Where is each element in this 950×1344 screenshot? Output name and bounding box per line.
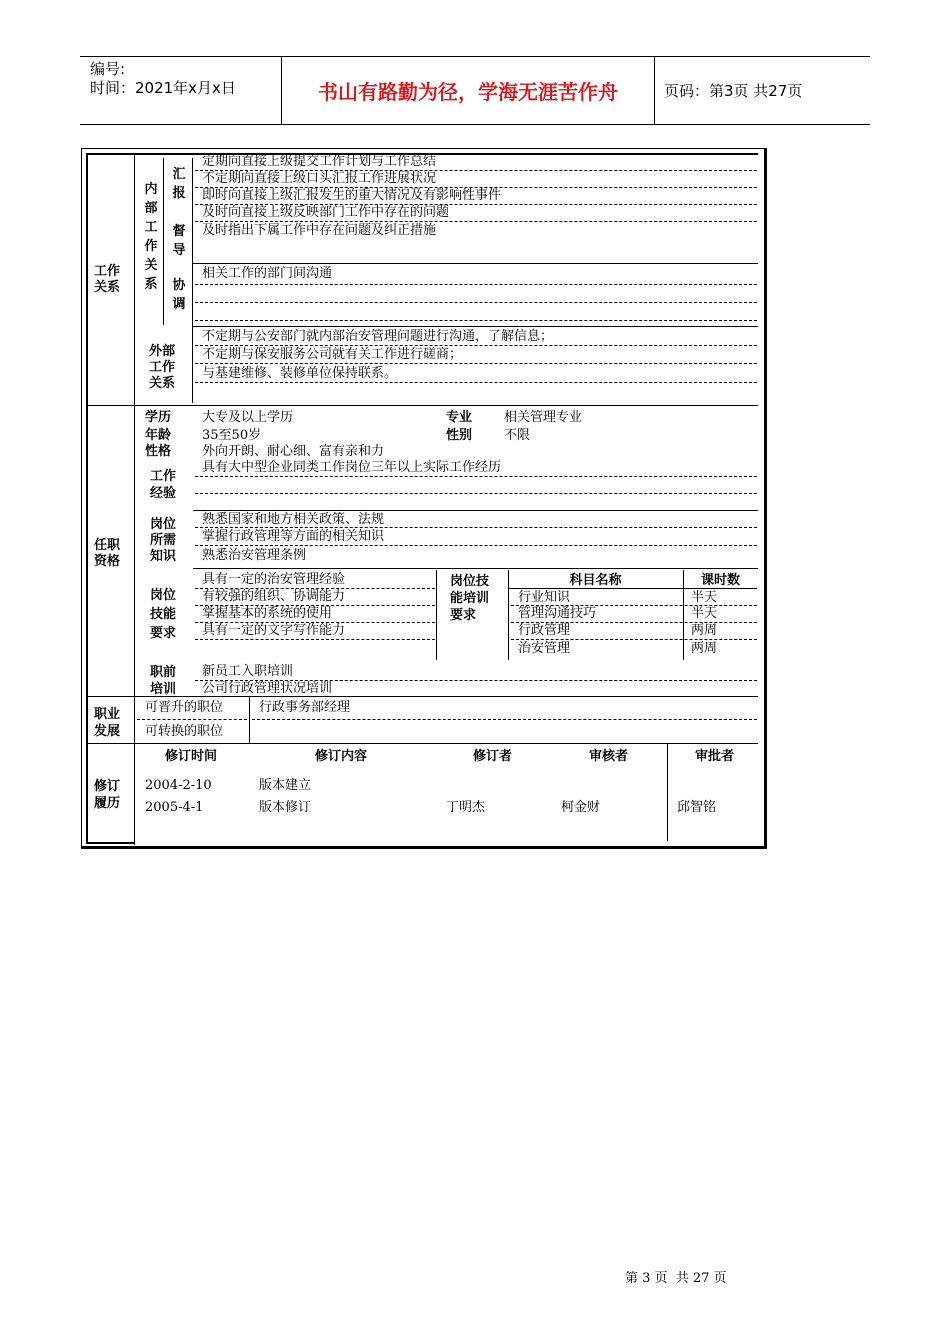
fill-line <box>195 588 435 589</box>
revision-approver: 邱智铭 <box>677 800 717 815</box>
section-divider <box>86 743 758 744</box>
coordinate-line: 相关工作的部门间沟通 <box>202 266 333 281</box>
revision-header-content: 修订内容 <box>315 749 368 764</box>
external-line: 不定期与保安服务公司就有关工作进行磋商； <box>202 347 463 362</box>
supervise-label: 督导 <box>172 224 186 258</box>
training-hours: 半天 <box>691 606 718 621</box>
revision-header-reviewer: 审核者 <box>589 749 629 764</box>
revision-time: 2005-4-1 <box>145 800 204 815</box>
fill-line <box>195 382 757 383</box>
skill-line: 掌握基本的系统的使用 <box>202 606 333 621</box>
training-req-label: 岗位技能培训要求 <box>450 574 490 623</box>
fill-line <box>195 622 435 623</box>
revision-reviser: 丁明杰 <box>446 800 486 815</box>
fill-line <box>137 719 247 720</box>
revision-reviewer: 柯金财 <box>561 800 601 815</box>
training-subject: 治安管理 <box>518 641 571 656</box>
fill-line <box>195 204 757 205</box>
fill-line <box>195 187 757 188</box>
gender-value: 不限 <box>504 428 531 443</box>
report-line: 定期向直接上级提交工作计划与工作总结 <box>202 154 437 169</box>
age-value: 35至50岁 <box>202 428 262 443</box>
fill-line <box>511 622 757 623</box>
row-divider <box>193 326 758 327</box>
revision-header-reviser: 修订者 <box>473 749 513 764</box>
revision-content: 版本修订 <box>259 800 312 815</box>
preservice-line: 新员工入职培训 <box>202 664 294 679</box>
subcategory-divider <box>192 158 193 403</box>
revision-divider <box>667 744 668 841</box>
training-hours: 两周 <box>691 623 718 638</box>
external-line: 与基建维修、装修单位保持联系。 <box>202 366 398 381</box>
knowledge-label: 岗位所需知识 <box>150 517 177 564</box>
revision-content: 版本建立 <box>259 778 312 793</box>
fill-line <box>195 493 757 494</box>
revision-label: 修订履历 <box>94 779 121 811</box>
education-value: 大专及以上学历 <box>202 410 294 425</box>
internal-divider <box>163 158 164 325</box>
revision-header-time: 修订时间 <box>165 749 218 764</box>
fill-line <box>195 320 757 321</box>
row-divider <box>193 263 758 264</box>
document-number-label: 编号: <box>90 60 126 78</box>
fill-line <box>195 680 757 681</box>
fill-line <box>195 345 757 346</box>
fill-line <box>195 527 757 528</box>
knowledge-line: 熟悉治安管理条例 <box>202 548 307 563</box>
external-relations-label: 外部工作关系 <box>149 344 176 391</box>
report-label: 汇报 <box>172 167 186 201</box>
age-label: 年龄 <box>145 428 172 443</box>
page-footer: 第 3 页 共 27 页 <box>625 1271 727 1286</box>
header-bottom-rule <box>80 124 870 125</box>
gender-label: 性别 <box>446 428 473 443</box>
promote-label: 可晋升的职位 <box>145 700 224 715</box>
qualifications-label: 任职资格 <box>94 538 121 569</box>
personality-label: 性格 <box>145 444 172 459</box>
row-divider <box>193 510 758 511</box>
training-subject: 管理沟通技巧 <box>518 606 597 621</box>
fill-line <box>195 284 757 285</box>
fill-line <box>195 221 757 222</box>
career-label: 职业发展 <box>94 707 121 739</box>
fill-line <box>195 476 757 477</box>
personality-value: 外向开朗、耐心细、富有亲和力 <box>202 444 385 459</box>
education-label: 学历 <box>145 410 172 425</box>
fill-line <box>252 719 757 720</box>
experience-label: 工作经验 <box>150 469 177 501</box>
training-subject: 行政管理 <box>518 623 571 638</box>
fill-line <box>511 639 757 640</box>
knowledge-line: 熟悉国家和地方相关政策、法规 <box>202 512 385 527</box>
training-subject: 行业知识 <box>518 590 571 605</box>
supervise-line: 及时指出下属工作中存在问题及纠正措施 <box>202 223 437 238</box>
training-hours: 两周 <box>691 641 718 656</box>
fill-line <box>195 605 435 606</box>
skill-line: 具有一定的治安管理经验 <box>202 572 346 587</box>
experience-value: 具有大中型企业同类工作岗位三年以上实际工作经历 <box>202 460 502 475</box>
document-time-label: 时间：2021年x月x日 <box>90 79 236 97</box>
major-label: 专业 <box>446 410 473 425</box>
skill-line: 具有一定的文字写作能力 <box>202 623 346 638</box>
skill-line: 有较强的组织、协调能力 <box>202 589 346 604</box>
section-divider <box>86 696 758 697</box>
fill-line <box>195 363 757 364</box>
revision-time: 2004-2-10 <box>145 778 212 793</box>
header-motto: 书山有路勤为径，学海无涯苦作舟 <box>318 80 618 104</box>
external-line: 不定期与公安部门就内部治安管理问题进行沟通，了解信息； <box>202 329 554 344</box>
report-line: 及时向直接上级反映部门工作中存在的问题 <box>202 205 450 220</box>
fill-line <box>195 545 757 546</box>
header-top-rule <box>80 56 870 57</box>
header-page-label: 页码：第3页 共27页 <box>664 82 803 100</box>
fill-line <box>195 170 757 171</box>
major-value: 相关管理专业 <box>504 410 583 425</box>
transfer-label: 可转换的职位 <box>145 724 224 739</box>
promote-value: 行政事务部经理 <box>259 700 351 715</box>
training-divider <box>436 570 437 660</box>
fill-line <box>195 639 435 640</box>
career-divider <box>249 697 250 743</box>
knowledge-line: 掌握行政管理等方面的相关知识 <box>202 529 385 544</box>
training-hours: 半天 <box>691 590 718 605</box>
revision-header-approver: 审批者 <box>695 749 735 764</box>
fill-line <box>195 302 757 303</box>
coordinate-label: 协调 <box>172 278 186 312</box>
report-line: 即时向直接上级汇报发生的重大情况及有影响性事件 <box>202 188 502 203</box>
internal-relations-label: 内部工作关系 <box>144 182 158 292</box>
row-divider <box>193 568 758 569</box>
training-header-rule <box>509 588 757 589</box>
preservice-line: 公司行政管理状况培训 <box>202 681 333 696</box>
training-header-subject: 科目名称 <box>569 573 622 588</box>
skills-label: 岗位技能要求 <box>150 588 177 641</box>
fill-line <box>511 605 757 606</box>
training-header-hours: 课时数 <box>700 573 740 588</box>
preservice-label: 职前培训 <box>150 665 177 697</box>
work-relations-label: 工作关系 <box>94 264 121 295</box>
section-divider <box>86 405 758 406</box>
form-inner-left-rule <box>86 153 88 843</box>
report-line: 不定期向直接上级口头汇报工作进展状况 <box>202 171 437 186</box>
label-column-divider <box>134 153 135 845</box>
form-corner-rule <box>86 842 134 844</box>
header-divider <box>654 56 655 124</box>
